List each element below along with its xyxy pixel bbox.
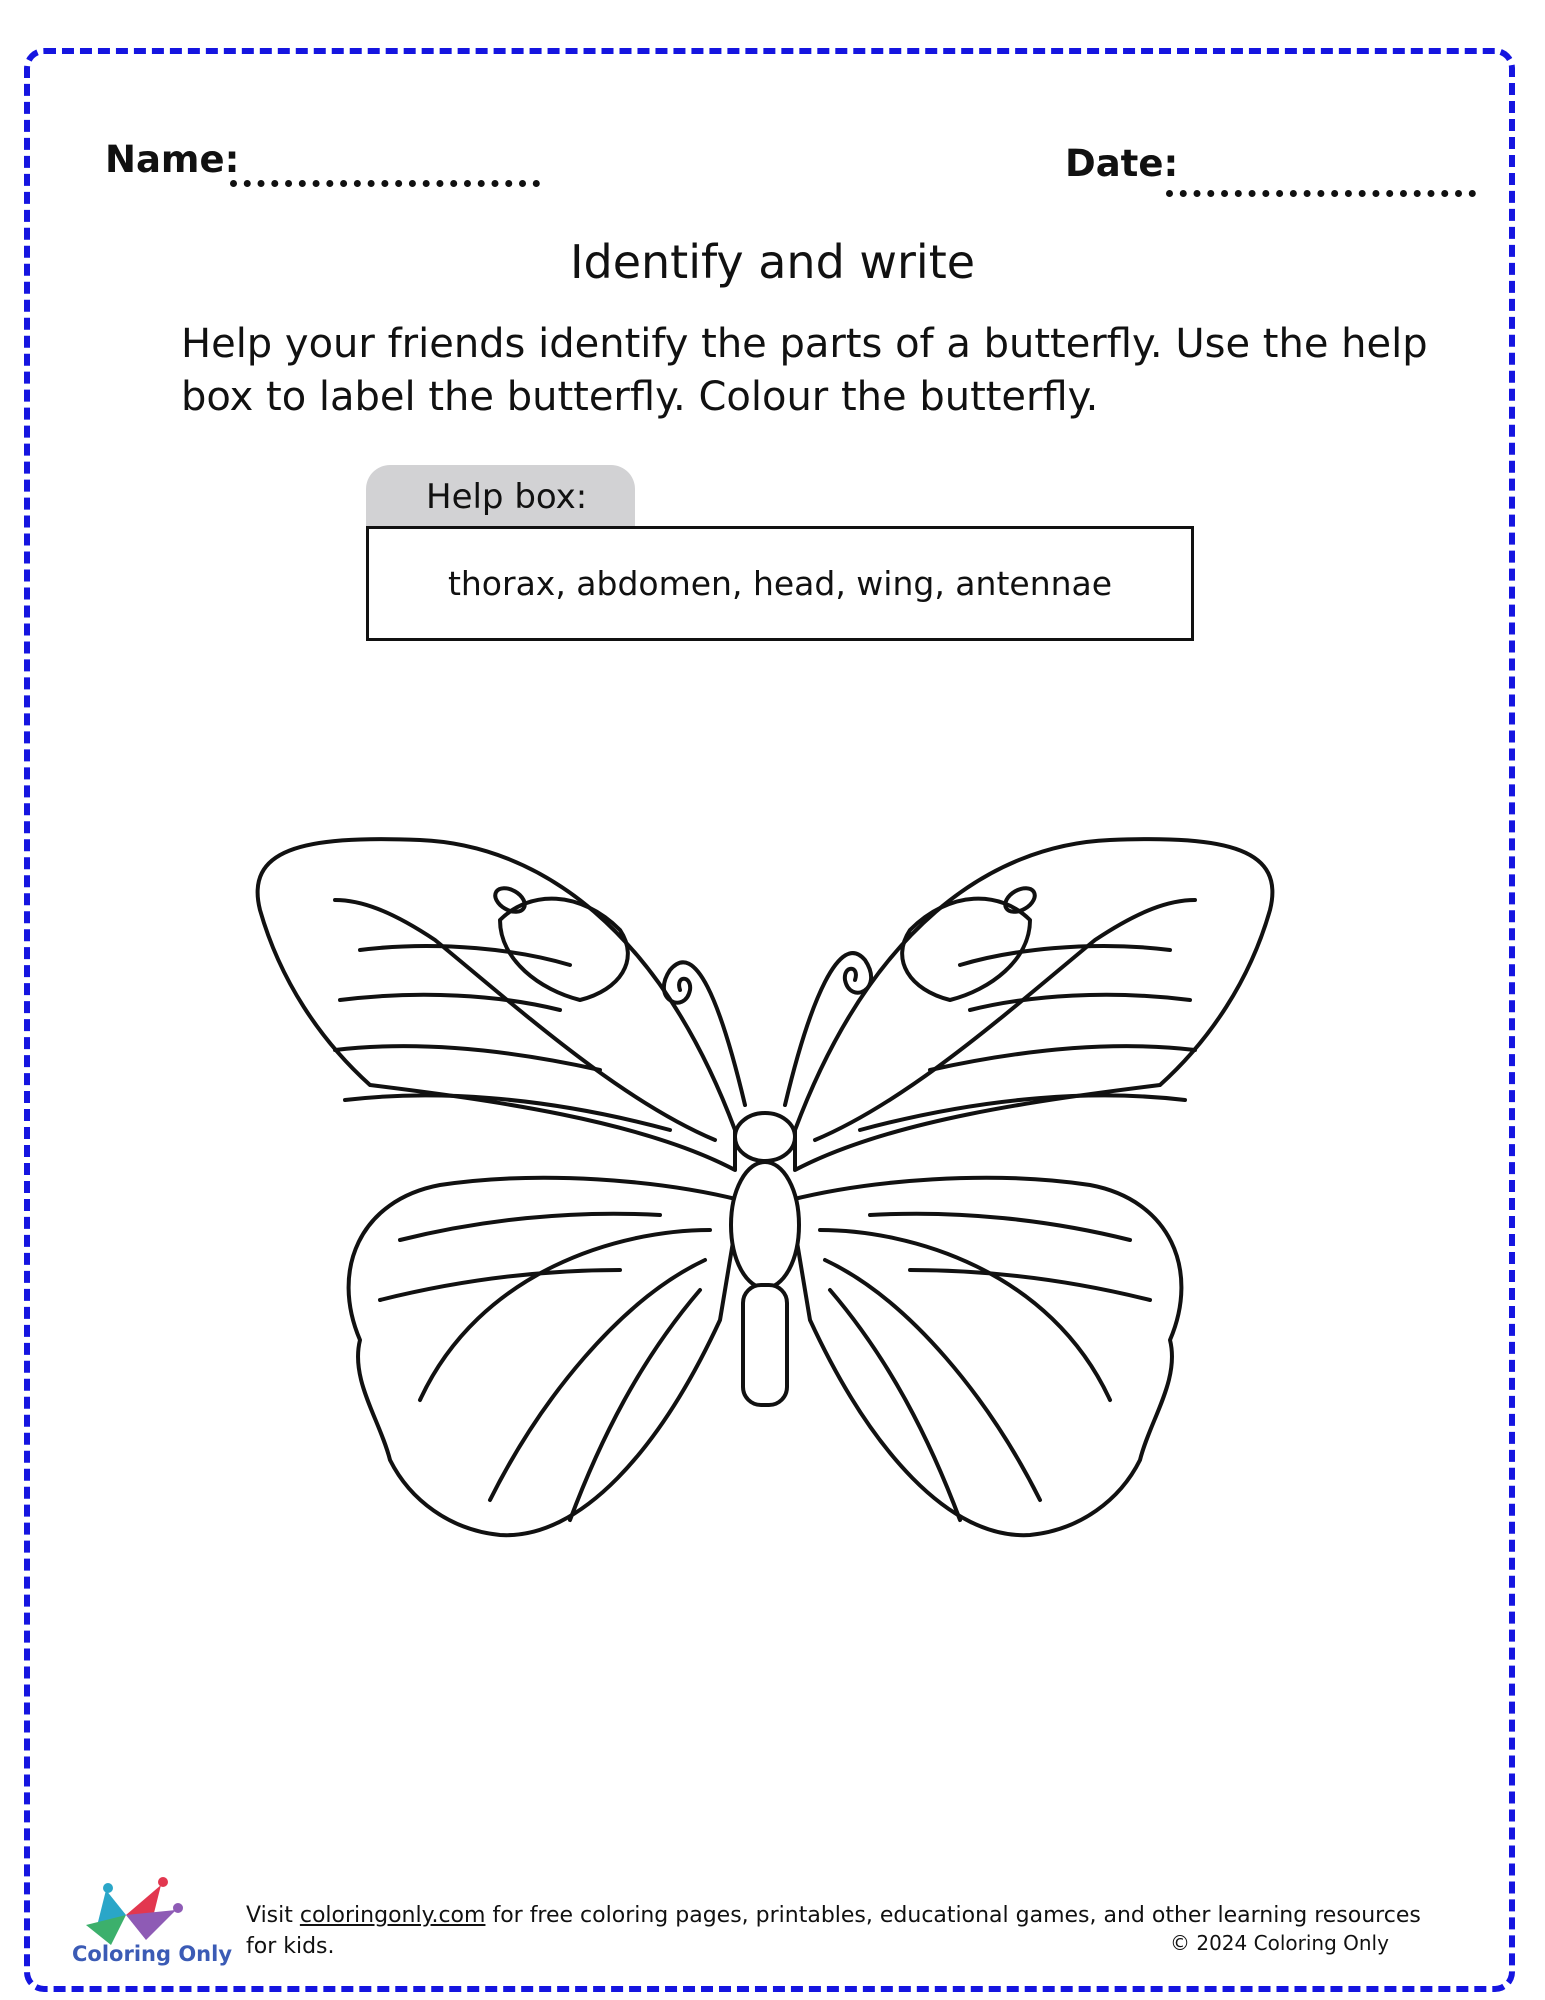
copyright-text: © 2024 Coloring Only xyxy=(1170,1931,1389,1955)
name-blank-line[interactable] xyxy=(230,180,540,187)
footer-visit: Visit xyxy=(246,1903,300,1928)
footer-link[interactable]: coloringonly.com xyxy=(299,1903,486,1928)
help-box-tab xyxy=(366,465,635,527)
help-box-words: thorax, abdomen, head, wing, antennae xyxy=(447,564,1113,603)
date-blank-line[interactable] xyxy=(1166,190,1476,197)
help-box xyxy=(366,526,1194,641)
coloring-only-logo-icon xyxy=(66,1870,196,1950)
logo-text: Coloring Only xyxy=(72,1942,233,1966)
butterfly-head xyxy=(735,1113,795,1161)
butterfly-thorax xyxy=(731,1162,799,1288)
help-box-label: Help box: xyxy=(426,477,588,517)
worksheet-title: Identify and write xyxy=(569,235,976,289)
footer-rest: for free coloring pages, printables, educational games, and other learning resources for kids. xyxy=(246,1903,1421,1959)
instructions-text: Help your friends identify the parts of a butterfly. Use the help box to label the butterfly. Colour the butterfly. xyxy=(181,321,1428,420)
right-antenna xyxy=(785,953,871,1105)
butterfly-illustration xyxy=(240,800,1300,1570)
left-antenna xyxy=(664,962,745,1105)
date-label: Date: xyxy=(1065,142,1179,185)
butterfly-abdomen xyxy=(743,1285,787,1405)
name-label: Name: xyxy=(105,138,240,181)
